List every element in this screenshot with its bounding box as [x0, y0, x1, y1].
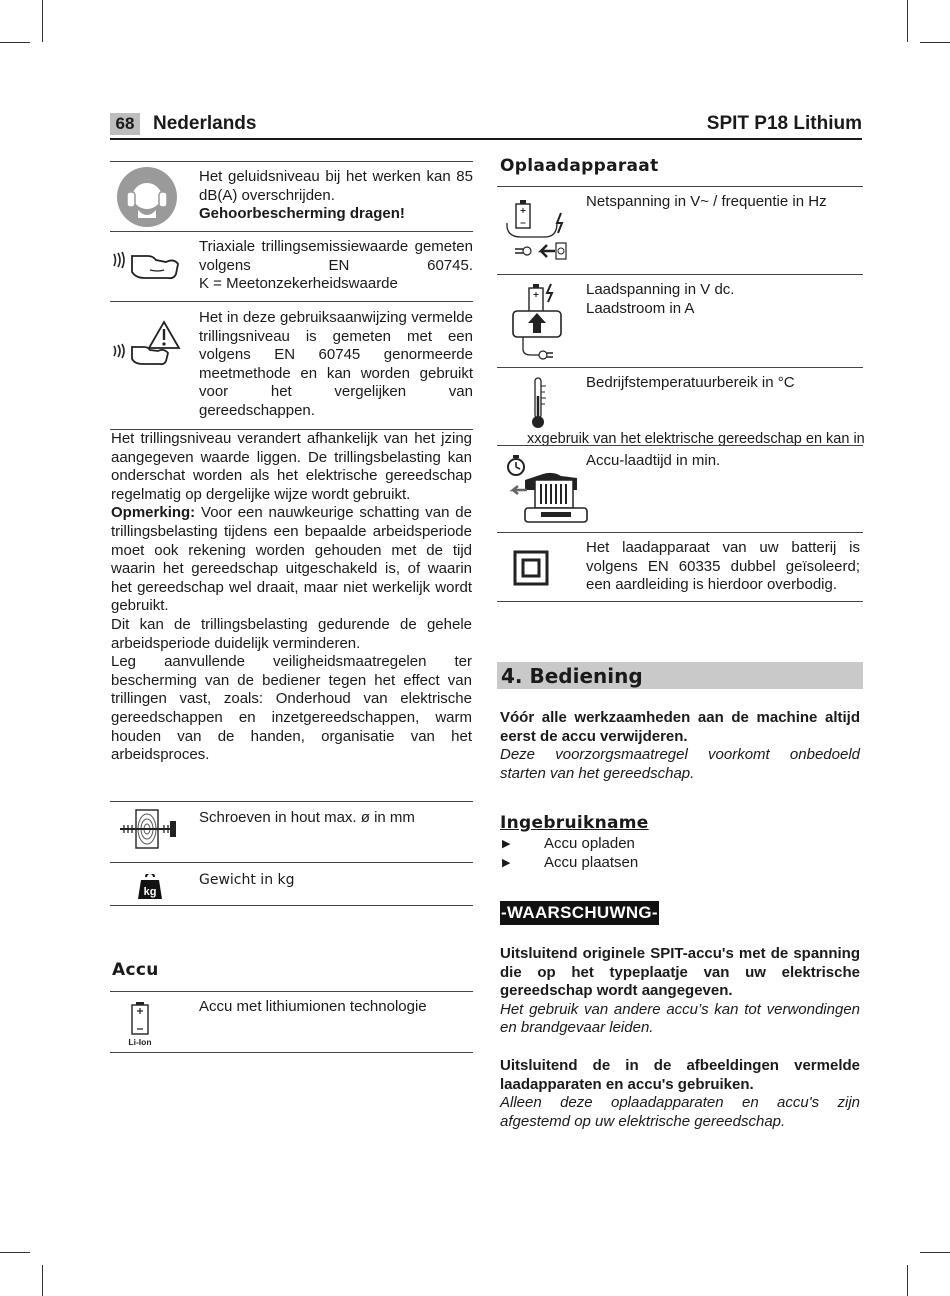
charger-heading: Oplaadapparaat: [500, 156, 659, 176]
warning-chargers: Uitsluitend de in de afbeeldingen vermelde laadapparaten en accu's gebruiken.: [500, 1057, 860, 1093]
section-title: 4. Bediening: [501, 664, 643, 688]
ear-protection-bold: Gehoorbescherming dragen!: [199, 205, 405, 223]
divider: [497, 601, 863, 602]
vibration-warning-text: Het in deze gebruiksaanwijzing vermelde trillingsniveau is gemeten met een volgens EN 60745 genormeerde meetmethode en kan worden gebruikt voor het vergelijken van gereedschappen.: [199, 309, 473, 419]
note-label: Opmerking:: [111, 504, 196, 522]
symbol-row-ear-protection: [110, 161, 473, 232]
warning-chargers-note: Alleen deze oplaadapparaten en accu's zijn afgestemd op uw elektrische gereedschap.: [500, 1094, 860, 1130]
li-ion-battery-icon: [125, 1001, 155, 1047]
page-header: [110, 112, 862, 140]
charge-time-icon: [497, 446, 579, 533]
ear-protection-text: Het geluidsniveau bij het werken kan 85 dB(A) overschrijden.: [199, 168, 473, 204]
hand-vibration-icon: [110, 232, 192, 302]
weight-kg-icon: [137, 874, 163, 900]
note-text: Voor een nauwkeurige schatting van de trillingsbelasting tijdens een bepaalde arbeidsperiode moet ook rekening worden gehouden met de tijd waarin het gereedschap uitgeschakeld is, of waarin het gereedschap wel draait, maar niet werkelijk wordt gebruikt.: [111, 504, 472, 615]
charger-row-charge-time: [497, 445, 863, 533]
li-ion-label: Li-Ion: [128, 1037, 152, 1047]
mains-voltage-text: Netspanning in V~ / frequentie in Hz: [586, 193, 827, 210]
divider: [110, 905, 473, 906]
mains-voltage-icon: [497, 187, 579, 275]
symbol-row-weight: [110, 862, 473, 906]
charger-row-charging: [497, 274, 863, 368]
screw-wood-text: Schroeven in hout max. ø in mm: [199, 809, 415, 826]
warning-original-batteries: Uitsluitend originele SPIT-accu's met de spanning die op het typeplaatje van uw elektrische gereedschap wordt aangegeven.: [500, 945, 860, 1000]
crop-mark: [920, 1252, 950, 1253]
crop-mark: [920, 42, 950, 43]
symbol-row-screw-wood: [110, 801, 473, 863]
warning-original-batteries-note: Het gebruik van andere accu’s kan tot verwondingen en brandgevaar leiden.: [500, 1000, 860, 1037]
weight-kg-label: kg: [143, 886, 157, 898]
vibration-para-3: Leg aanvullende veiligheidsmaatregelen ter bescherming van de bediener tegen het effect van trillingen vast, zoals: Onderhoud van elektrische gereedschappen en inzetgereedschappen, warm houden van de handen, organisatie van het arbeidsproces.: [111, 653, 472, 764]
charger-row-double-insulation: [497, 532, 863, 602]
charger-row-mains: [497, 186, 863, 275]
screw-wood-icon: [110, 802, 192, 863]
li-ion-text: Accu met lithiumionen technologie: [199, 998, 427, 1015]
stray-overflow-text: xxgebruik van het elektrische gereedschap en kan in: [527, 431, 865, 447]
vibration-warning-icon: [110, 302, 192, 430]
crop-mark: [907, 0, 908, 42]
weight-text: Gewicht in kg: [199, 872, 295, 888]
language-label: Nederlands: [153, 113, 257, 134]
vibration-paragraphs: [111, 430, 472, 765]
hand-vibration-k-text: K = Meetonzekerheidswaarde: [199, 275, 398, 293]
list-item: ▶ Accu plaatsen: [502, 854, 639, 871]
charging-current-text: Laadstroom in A: [586, 299, 695, 317]
warning-remove-battery: Vóór alle werkzaamheden aan de machine altijd eerst de accu verwijderen.: [500, 709, 860, 745]
symbol-row-li-ion: [110, 991, 473, 1053]
vibration-para-1: Het trillingsniveau verandert afhankelijk van het jzing aangegeven waarde liggen. De trillingsbelasting kan onderschat worden als het elektrische gereedschap regelmatig op dergelijke wijze wordt gebruikt.: [111, 430, 472, 503]
temperature-text: Bedrijfstemperatuurbereik in °C: [586, 374, 795, 391]
crop-mark: [907, 1265, 908, 1296]
divider: [110, 1052, 473, 1053]
crop-mark: [42, 0, 43, 42]
symbol-row-vibration-warning: [110, 301, 473, 430]
list-item: ▶ Accu opladen: [502, 835, 635, 852]
charging-voltage-icon: [497, 275, 579, 368]
charging-voltage-text: Laadspanning in V dc.: [586, 281, 735, 298]
warning-label: -WAARSCHUWNG-: [500, 901, 659, 925]
double-insulation-icon: [497, 533, 579, 602]
warning-remove-battery-note: Deze voorzorgsmaatregel voorkomt onbedoeld starten van het gereedschap.: [500, 746, 860, 782]
vibration-para-2: Dit kan de trillingsbelasting gedurende de gehele arbeidsperiode duidelijk verminderen.: [111, 615, 472, 652]
crop-mark: [0, 1252, 30, 1253]
accu-heading: Accu: [112, 960, 159, 980]
symbol-row-hand-vibration: [110, 231, 473, 302]
double-insulation-text: Het laadapparaat van uw batterij is volgens EN 60335 dubbel geïsoleerd; een aardleiding is hierdoor overbodig.: [586, 539, 860, 594]
section-title-bar: [497, 662, 863, 689]
bullet-icon: ▶: [502, 838, 511, 850]
charge-time-text: Accu-laadtijd in min.: [586, 452, 721, 469]
model-title: SPIT P18 Lithium: [706, 113, 862, 134]
ingebruikname-list: [500, 835, 860, 873]
page-number: 68: [110, 113, 140, 135]
crop-mark: [42, 1265, 43, 1296]
bullet-icon: ▶: [502, 857, 511, 869]
crop-mark: [0, 42, 30, 43]
hand-vibration-text: Triaxiale trillingsemissiewaarde gemeten volgens EN 60745.: [199, 238, 473, 274]
ingebruikname-heading: Ingebruikname: [500, 813, 649, 833]
ear-protection-icon: [110, 162, 192, 232]
